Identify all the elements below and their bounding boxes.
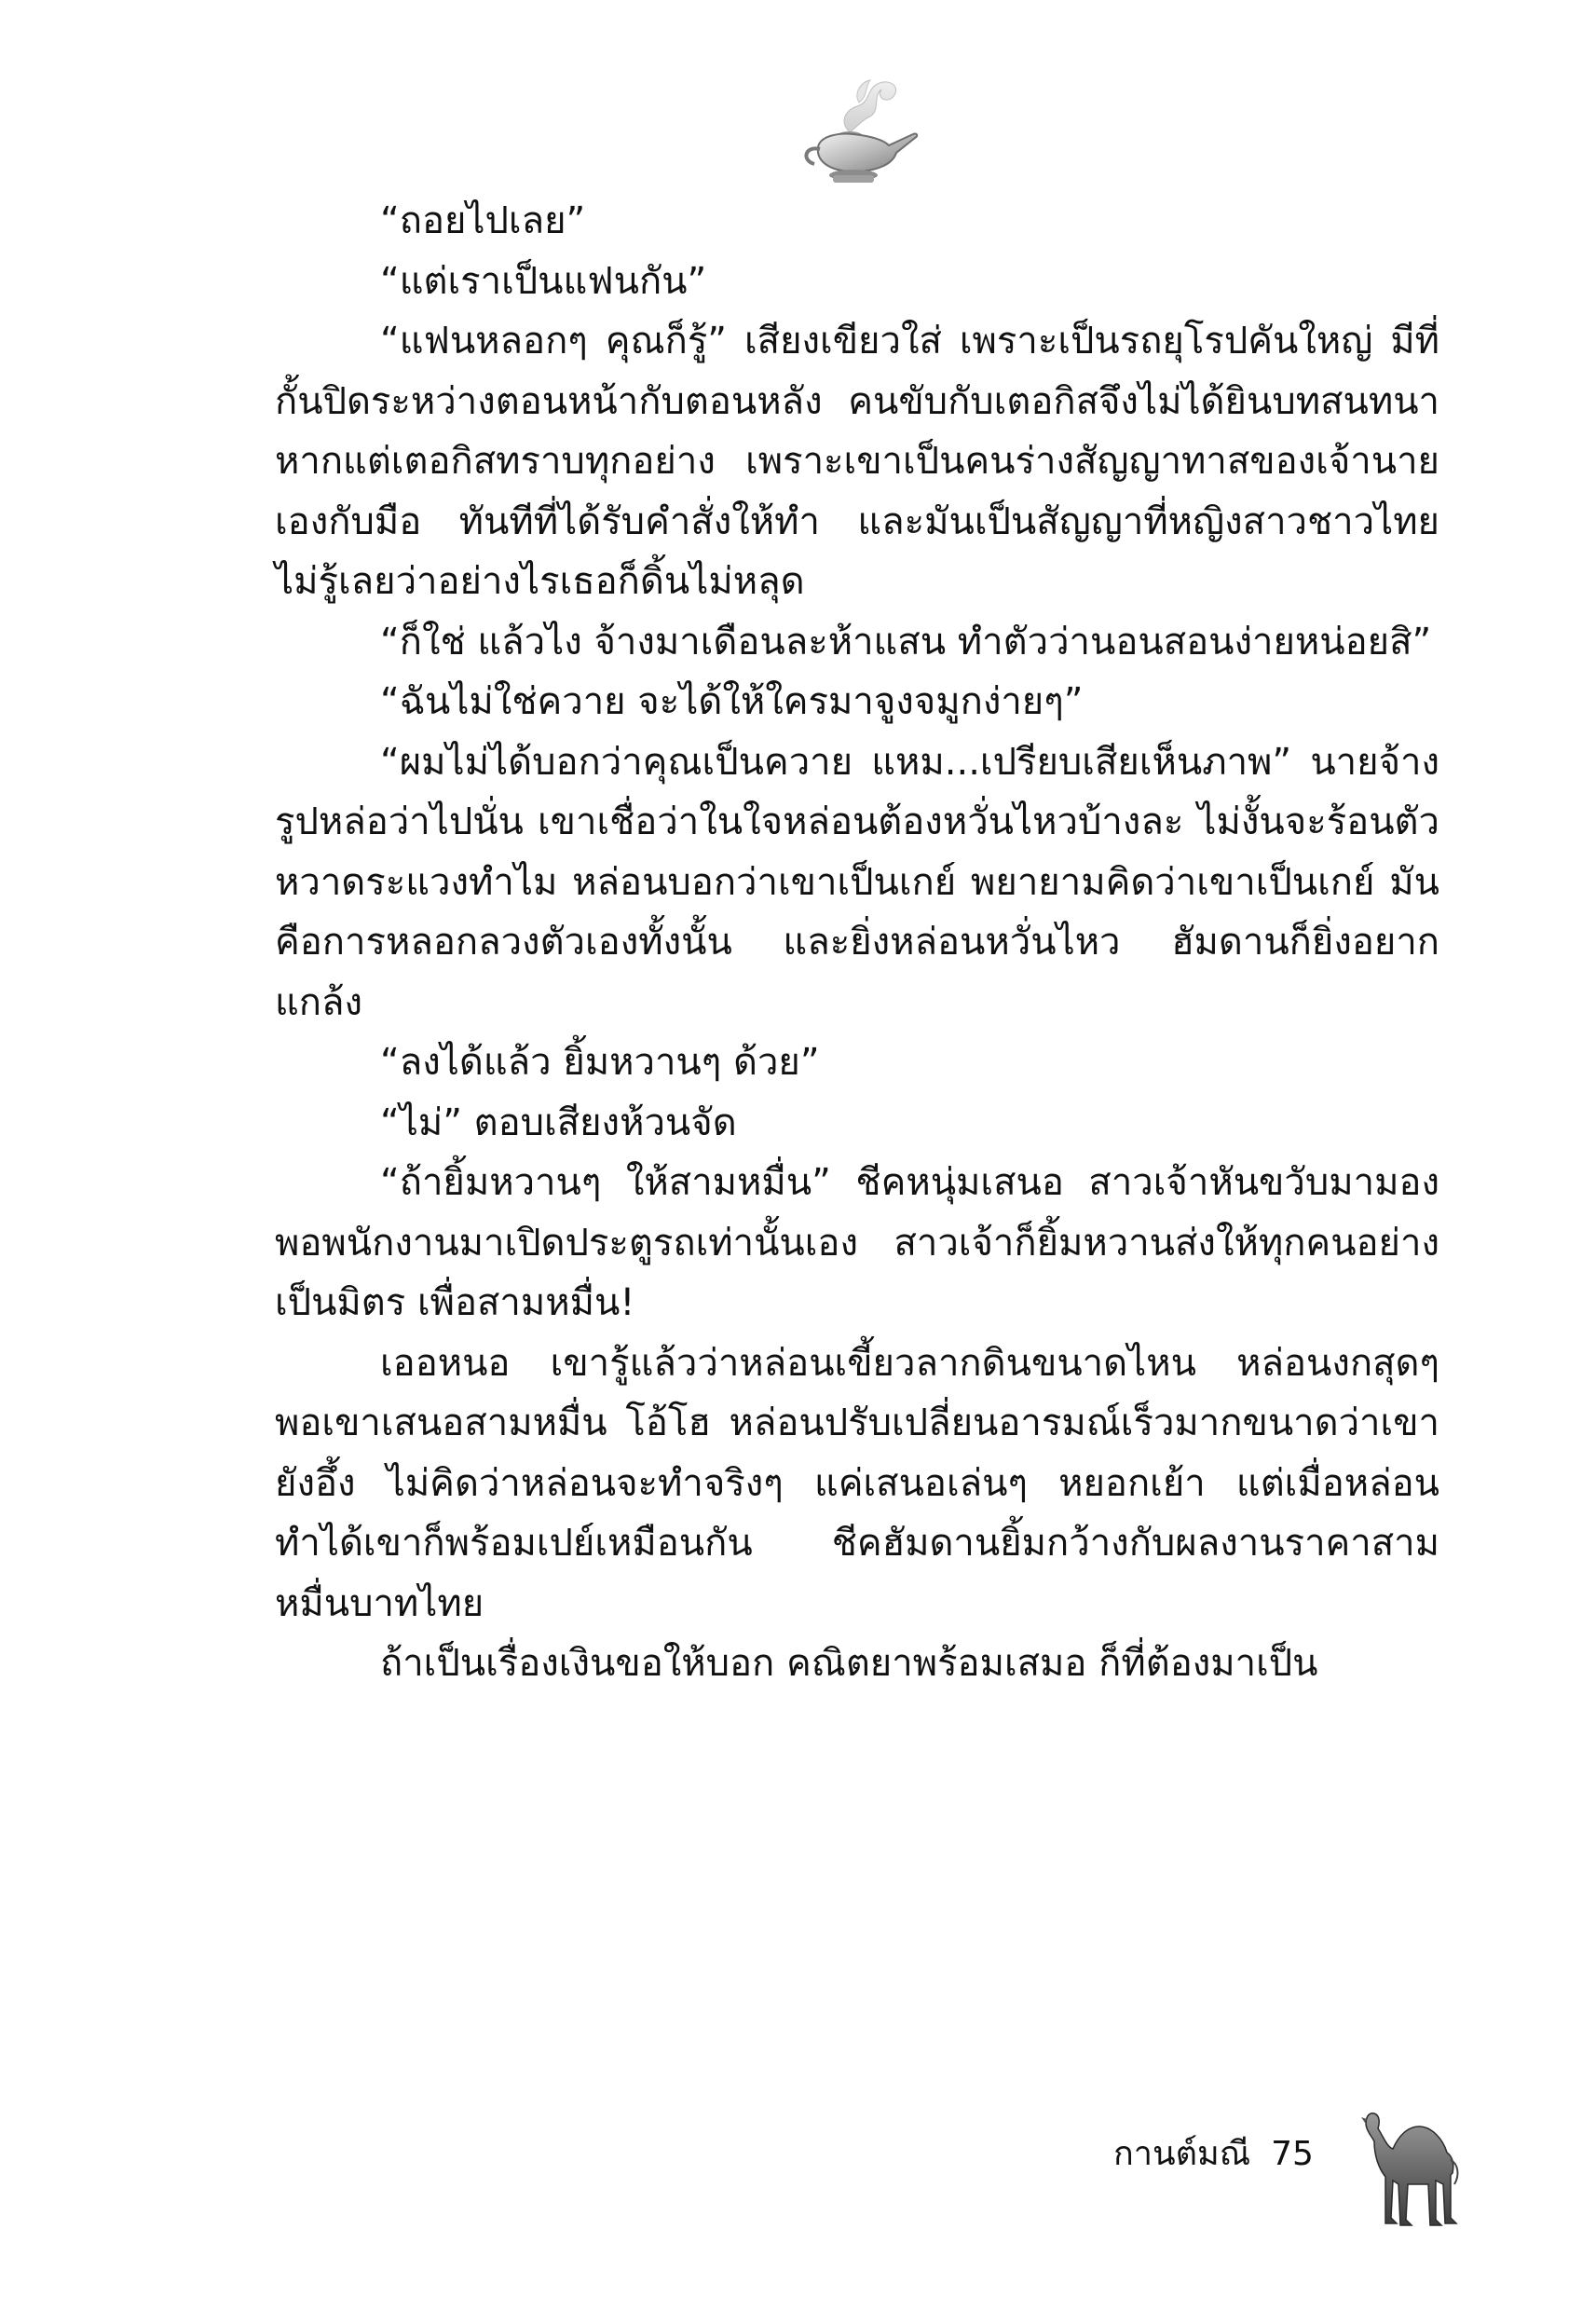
body-text xyxy=(275,191,1439,1694)
paragraph: “ถอยไปเลย” xyxy=(380,199,586,242)
footer-text xyxy=(1113,2134,1314,2175)
paragraph: “ถ้ายิ้มหวานๆ ให้สามหมื่น” ชีคหนุ่มเสนอ สาวเจ้าหันขวับมามอง พอพนักงานมาเปิดประตูรถเท่านั้นเอง สาวเจ้าก็ยิ้มหวานส่งให้ทุกคนอย่างเป็นมิตร เพื่อสามหมื่น! xyxy=(275,1161,1439,1324)
camel-icon xyxy=(1346,2095,1467,2235)
paragraph: “ไม่” ตอบเสียงห้วนจัด xyxy=(380,1101,737,1144)
paragraph: “ลงได้แล้ว ยิ้มหวานๆ ด้วย” xyxy=(380,1041,820,1084)
paragraph: “แฟนหลอกๆ คุณก็รู้” เสียงเขียวใส่ เพราะเป็นรถยุโรปคันใหญ่ มีที่กั้นปิดระหว่างตอนหน้ากับตอนหลัง คนขับกับเตอกิสจึงไม่ได้ยินบทสนทนา หากแต่เตอกิสทราบทุกอย่าง เพราะเขาเป็นคนร่างสัญญาทาสของเจ้านายเองกับมือ ทันทีที่ได้รับคำสั่งให้ทำ และมันเป็นสัญญาที่หญิงสาวชาวไทยไม่รู้เลยว่าอย่างไรเธอก็ดิ้นไม่หลุด xyxy=(275,320,1439,603)
paragraph: เออหนอ เขารู้แล้วว่าหล่อนเขี้ยวลากดินขนาดไหน หล่อนงกสุดๆ พอเขาเสนอสามหมื่น โอ้โฮ หล่อนปรับเปลี่ยนอารมณ์เร็วมากขนาดว่าเขายังอึ้ง ไม่คิดว่าหล่อนจะทำจริงๆ แค่เสนอเล่นๆ หยอกเย้า แต่เมื่อหล่อนทำได้เขาก็พร้อมเปย์เหมือนกัน ชีคฮัมดานยิ้มกว้างกับผลงานราคาสามหมื่นบาทไทย xyxy=(275,1341,1439,1625)
paragraph: “แต่เราเป็นแฟนกัน” xyxy=(380,259,707,303)
book-title: กานต์มณี xyxy=(1113,2135,1251,2173)
paragraph: “ก็ใช่ แล้วไง จ้างมาเดือนละห้าแสน ทำตัวว่านอนสอนง่ายหน่อยสิ” xyxy=(380,620,1432,663)
page-number: 75 xyxy=(1271,2135,1314,2173)
paragraph: ถ้าเป็นเรื่องเงินขอให้บอก คณิตยาพร้อมเสมอ ก็ที่ต้องมาเป็น xyxy=(380,1642,1318,1685)
genie-lamp-icon xyxy=(792,56,922,196)
paragraph: “ฉันไม่ใช่ควาย จะได้ให้ใครมาจูงจมูกง่ายๆ” xyxy=(380,680,1084,723)
page-footer xyxy=(0,2095,1596,2235)
paragraph: “ผมไม่ได้บอกว่าคุณเป็นควาย แหม...เปรียบเสียเห็นภาพ” นายจ้างรูปหล่อว่าไปนั่น เขาเชื่อว่าในใจหล่อนต้องหวั่นไหวบ้างละ ไม่งั้นจะร้อนตัวหวาดระแวงทำไม หล่อนบอกว่าเขาเป็นเกย์ พยายามคิดว่าเขาเป็นเกย์ มันคือการหลอกลวงตัวเองทั้งนั้น และยิ่งหล่อนหวั่นไหว ฮัมดานก็ยิ่งอยากแกล้ง xyxy=(275,740,1439,1024)
